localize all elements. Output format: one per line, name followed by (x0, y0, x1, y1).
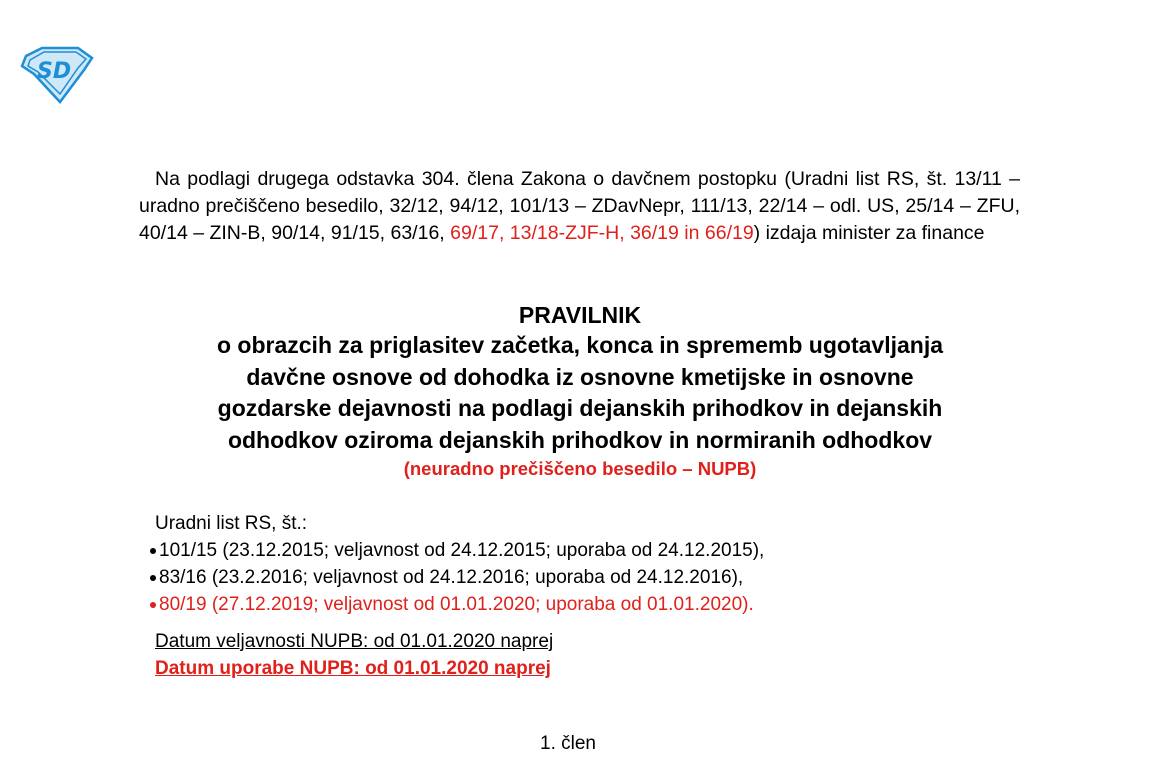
bullet-icon (150, 602, 156, 608)
title-line-1: o obrazcih za priglasitev začetka, konca in sprememb ugotavljanja (216, 332, 944, 358)
logo-text: SD (37, 59, 72, 84)
nupb-dates (155, 628, 553, 682)
intro-paragraph (139, 166, 1020, 247)
validity-date: Datum veljavnosti NUPB: od 01.01.2020 naprej (155, 631, 554, 652)
application-date: Datum uporabe NUPB: od 01.01.2020 naprej (155, 658, 551, 679)
title-line-2: davčne osnove od dohodka iz osnovne kmetijske in osnovne (246, 363, 914, 390)
intro-tail: ) izdaja minister za finance (753, 222, 985, 244)
title-line-3: gozdarske dejavnosti na podlagi dejanskih prihodkov in dejanskih (217, 395, 943, 421)
intro-red-amendments-1: 69/17, 13/18-ZJF-H, (450, 222, 625, 244)
shield-logo-icon (20, 46, 96, 104)
title-main: PRAVILNIK (518, 302, 642, 328)
intro-red-amendments-2: 36/19 in 66/19 (630, 222, 754, 244)
gazette-item-text: 101/15 (23.12.2015; veljavnost od 24.12.2015; uporaba od 24.12.2015), (159, 540, 765, 561)
article-heading: 1. člen (540, 733, 596, 754)
bullet-icon (150, 548, 156, 554)
intro-text: Na podlagi drugega odstavka 304. člena Zakona o davčnem postopku (Uradni list RS, št. 13/11 – uradno prečiščeno besedilo, 32/12, 94/12, 101/13 – ZDavNepr, 111/13, 22/14 – odl. US, 25/14 – ZFU, 40/14 – ZIN-B, 90/14, 91/15, 63/16, (139, 168, 1020, 244)
gazette-item-text: 80/19 (27.12.2019; veljavnost od 01.01.2020; uporaba od 01.01.2020). (159, 594, 754, 615)
title-line-4: odhodkov oziroma dejanskih prihodkov in normiranih odhodkov (227, 426, 933, 453)
title-subtitle: (neuradno prečiščeno besedilo – NUPB) (403, 458, 757, 479)
list-item (150, 537, 764, 564)
list-item (150, 564, 764, 591)
bullet-icon (150, 575, 156, 581)
list-item (150, 591, 764, 618)
gazette-heading: Uradni list RS, št.: (155, 513, 308, 534)
document-title (90, 300, 1070, 482)
gazette-item-text: 83/16 (23.2.2016; veljavnost od 24.12.2016; uporaba od 24.12.2016), (159, 567, 744, 588)
gazette-list (150, 510, 764, 618)
